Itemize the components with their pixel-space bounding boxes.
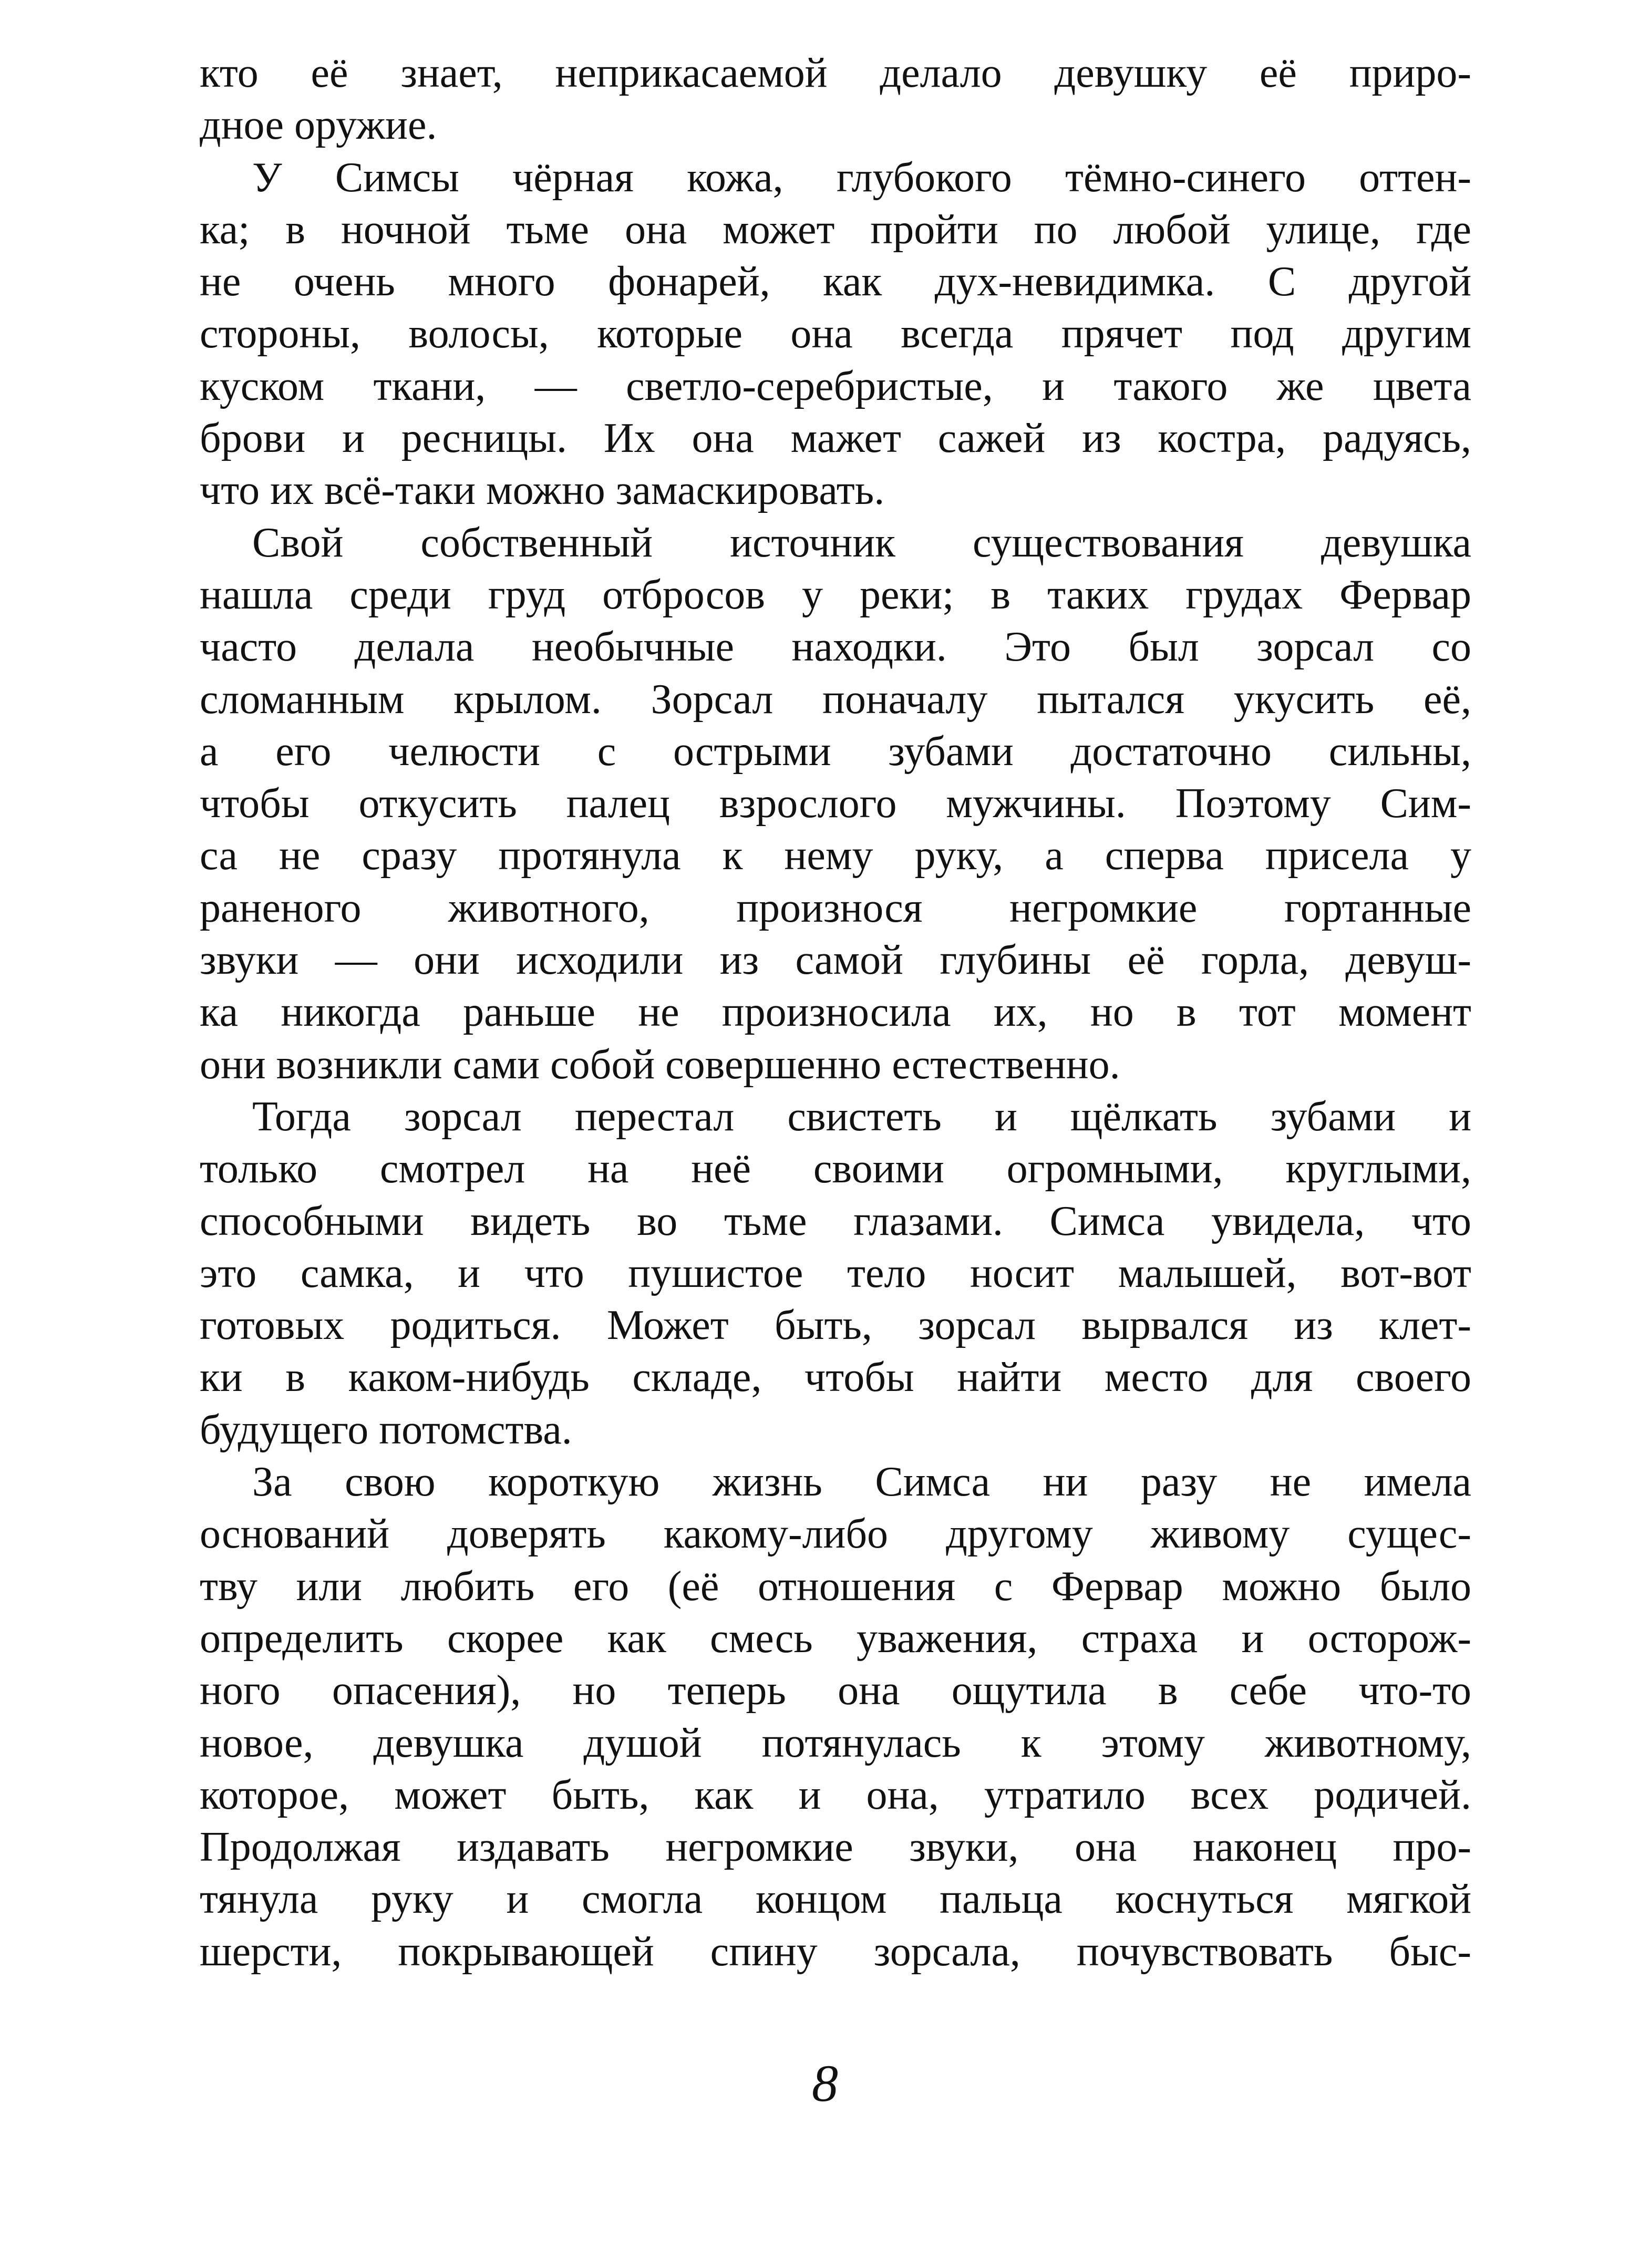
text-line: звуки — они исходили из самой глубины её горла, девуш- [200,937,1471,984]
page-number: 8 [812,2054,838,2112]
text-line: брови и ресницы. Их она мажет сажей из костра, радуясь, [200,415,1471,462]
body-text [200,47,1471,1978]
text-line: тянула руку и смогла концом пальца коснуться мягкой [200,1876,1471,1923]
text-line: кто её знает, неприкасаемой делало девушку её приро- [200,50,1471,96]
paragraph [200,152,1471,517]
text-line: стороны, волосы, которые она всегда прячет под другим [200,311,1471,357]
text-line: не очень много фонарей, как дух-невидимка. С другой [200,259,1471,305]
text-line: часто делала необычные находки. Это был зорсал со [200,624,1471,671]
text-line: а его челюсти с острыми зубами достаточно сильны, [200,728,1471,775]
text-line: Свой собственный источник существования девушка [252,519,1471,566]
text-line: У Симсы чёрная кожа, глубокого тёмно-синего оттен- [252,154,1471,201]
text-line: только смотрел на неё своими огромными, круглыми, [200,1146,1471,1192]
text-line: За свою короткую жизнь Симса ни разу не имела [252,1459,1471,1506]
text-line: дное оружие. [200,102,437,149]
text-line: сломанным крылом. Зорсал поначалу пытался укусить её, [200,676,1471,723]
paragraph [200,47,1471,152]
text-line: определить скорее как смесь уважения, страха и осторож- [200,1615,1471,1662]
text-line: оснований доверять какому-либо другому живому сущес- [200,1511,1471,1558]
text-line: ка никогда раньше не произносила их, но в тот момент [200,989,1471,1036]
text-line: раненого животного, произнося негромкие гортанные [200,884,1471,931]
text-line: ки в каком-нибудь складе, чтобы найти место для своего [200,1354,1471,1401]
paragraph [200,1091,1471,1456]
text-line: ка; в ночной тьме она может пройти по любой улице, где [200,206,1471,253]
text-line: что их всё-таки можно замаскировать. [200,467,885,514]
paragraph [200,1456,1471,1978]
text-line: нашла среди груд отбросов у реки; в таких грудах Фервар [200,571,1471,618]
text-line: тву или любить его (её отношения с Фервар можно было [200,1563,1471,1610]
text-line: это самка, и что пушистое тело носит малышей, вот-вот [200,1250,1471,1296]
text-line: новое, девушка душой потянулась к этому животному, [200,1719,1471,1766]
text-line: ного опасения), но теперь она ощутила в себе что-то [200,1667,1471,1714]
text-line: шерсти, покрывающей спину зорсала, почувствовать быс- [200,1928,1471,1975]
paragraph [200,517,1471,1091]
text-line: куском ткани, — светло-серебристые, и такого же цвета [200,363,1471,409]
text-line: Продолжая издавать негромкие звуки, она наконец про- [200,1824,1471,1871]
text-line: чтобы откусить палец взрослого мужчины. Поэтому Сим- [200,780,1471,827]
text-line: они возникли сами собой совершенно естественно. [200,1041,1120,1088]
text-line: готовых родиться. Может быть, зорсал вырвался из клет- [200,1302,1471,1349]
text-line: будущего потомства. [200,1406,572,1453]
text-line: которое, может быть, как и она, утратило всех родичей. [200,1771,1471,1818]
text-line: Тогда зорсал перестал свистеть и щёлкать зубами и [252,1093,1471,1140]
text-line: са не сразу протянула к нему руку, а сперва присела у [200,832,1471,879]
text-line: способными видеть во тьме глазами. Симса увидела, что [200,1198,1471,1244]
